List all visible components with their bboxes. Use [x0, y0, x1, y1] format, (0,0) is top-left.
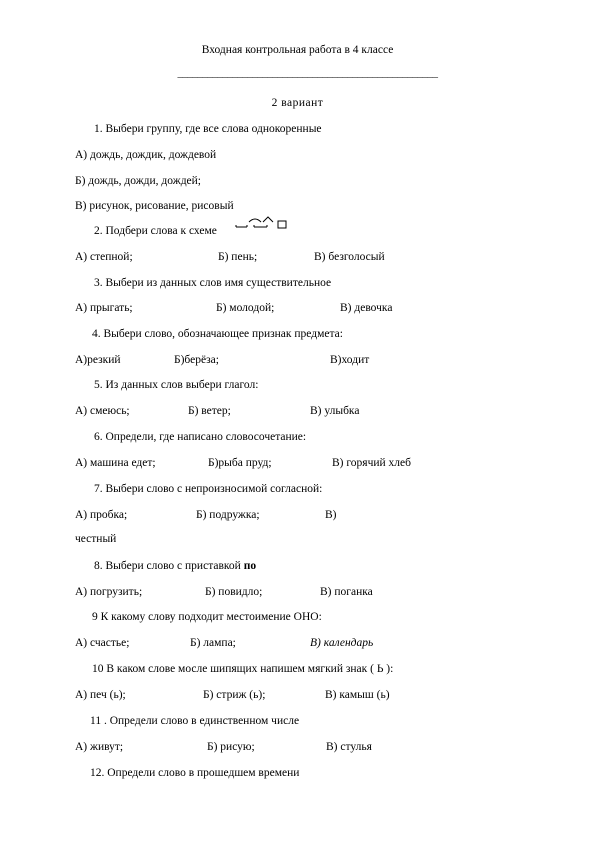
question-1: 1. Выбери группу, где все слова однокоренные: [94, 123, 322, 135]
answer-5b: Б) ветер;: [188, 405, 231, 417]
answer-4a: А)резкий: [75, 354, 121, 366]
answer-8c: В) поганка: [320, 586, 373, 598]
answer-1c: В) рисунок, рисование, рисовый: [75, 200, 234, 212]
answer-1b: Б) дождь, дожди, дождей;: [75, 175, 201, 187]
question-8-prefix: по: [243, 560, 257, 572]
answer-5a: А) смеюсь;: [75, 405, 130, 417]
question-8-text: 8. Выбери слово с приставкой: [94, 560, 244, 572]
question-7: 7. Выбери слово с непроизносимой согласной:: [94, 483, 323, 495]
answer-1a: А) дождь, дождик, дождевой: [75, 149, 217, 161]
answer-3a: А) прыгать;: [75, 302, 133, 314]
question-8: [94, 559, 256, 573]
question-9: 9 К какому слову подходит местоимение ОНО:: [92, 611, 322, 623]
answer-11b: Б) рисую;: [207, 741, 255, 753]
answer-10a: А) печ (ь);: [75, 689, 126, 701]
question-12: 12. Определи слово в прошедшем времени: [90, 767, 300, 779]
answer-7a: А) пробка;: [75, 509, 128, 521]
answer-9a: А) счастье;: [75, 637, 130, 649]
answer-2a: А) степной;: [75, 251, 133, 263]
answer-2b: Б) пень;: [218, 251, 258, 263]
word-scheme-icon: [234, 214, 298, 230]
title-rule: ____________________________________________________: [177, 67, 438, 79]
answer-8b: Б) повидло;: [205, 586, 263, 598]
answer-9c: В) календарь: [310, 637, 374, 649]
answer-11a: А) живут;: [75, 741, 124, 753]
answer-3c: В) девочка: [340, 302, 393, 314]
answer-5c: В) улыбка: [310, 405, 360, 417]
answer-6b: Б)рыба пруд;: [208, 457, 272, 469]
answer-6a: А) машина едет;: [75, 457, 156, 469]
answer-11c: В) стулья: [326, 741, 372, 753]
answer-7c: В): [325, 509, 337, 521]
variant-label: 2 вариант: [271, 97, 324, 109]
answer-6c: В) горячий хлеб: [332, 457, 412, 469]
question-3: 3. Выбери из данных слов имя существительное: [94, 277, 332, 289]
answer-4c: В)ходит: [330, 354, 370, 366]
answer-7c-word: честный: [75, 533, 117, 545]
question-6: 6. Определи, где написано словосочетание:: [94, 431, 307, 443]
document-title: Входная контрольная работа в 4 классе: [201, 44, 394, 56]
answer-10c: В) камыш (ь): [325, 689, 390, 701]
question-5: 5. Из данных слов выбери глагол:: [94, 379, 259, 391]
question-4: 4. Выбери слово, обозначающее признак предмета:: [92, 328, 343, 340]
answer-2c: В) безголосый: [314, 251, 385, 263]
question-11: 11 . Определи слово в единственном числе: [90, 715, 300, 727]
answer-4b: Б)берёза;: [174, 354, 219, 366]
answer-10b: Б) стриж (ь);: [203, 689, 266, 701]
question-2: 2. Подбери слова к схеме: [94, 225, 217, 237]
question-10: 10 В каком слове мосле шипящих напишем мягкий знак ( Ь ):: [92, 663, 394, 675]
answer-8a: А) погрузить;: [75, 586, 143, 598]
answer-3b: Б) молодой;: [216, 302, 275, 314]
answer-7b: Б) подружка;: [196, 509, 260, 521]
answer-9b: Б) лампа;: [190, 637, 236, 649]
